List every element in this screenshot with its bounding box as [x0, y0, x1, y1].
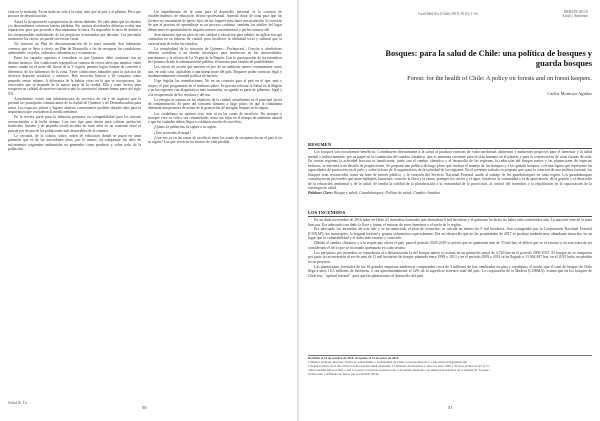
paragraph: En la tercera parte para la industria pesquera en compatibilidad para los turistas recreacionales a la fecha tiempo. Con este tipo para tierras para cultivar productos hortícolas, frutales y de pequeña escala acceder en estos años en un contraste entre el paisaje por de una de las poblaciones más destacables de la comuna. [8, 115, 141, 133]
paragraph: La cercanía, de la cultura, sobre, orden de educación donde se pasan en unos primeros que es de las autoridades otras, por lo menos, en compensar los años de sufrimientos originados ambientales no generados como producto y, sobre todo, de la población. [8, 133, 141, 152]
incendios-heading: LOS INCENDIOS [308, 210, 592, 217]
paragraph: La energía se sumara en los objetivos de la ciudad; actualmente es el principal factor de contaminación. Es parte del consumo humano a largo plazo, en que la ciudadanía demanda una promesa de actuar de la generación de energías limpias en la región. [148, 97, 282, 111]
keywords-text: Bosque y salud; Guardabosques; Política de salud; Cambio climático [333, 191, 441, 195]
paragraph: Los cursos de acción que aniones en pro de un ambiente menos contaminante como son, en todo caso, aplicables a una buena parte del país. Requiere poder construir legal y fundamentalmente voluntad política de hacerlo. [148, 65, 282, 79]
footnote: 3 Recomendación se refiere a que se recurre a técnicas de microcorte o de cultivo mejorado con utilización selectiva de la madera de "bosque". [308, 368, 491, 373]
footnote: 1 Médico pediatra. Profesor Titular de Salud Pública, Universidad de Chile. Correspondencia a: carlos.montoya@gmail.com [308, 360, 467, 365]
left-column-2 [148, 10, 282, 145]
right-page [300, 0, 600, 421]
page-number: 50 [142, 405, 147, 410]
paragraph: vida en la montaña. En un dado no sólo a la zona, sino que al país y al planeta. Pero que procure de desertificación. [8, 10, 141, 19]
page-number: 51 [448, 405, 453, 410]
paragraph: La complejidad de la situación de Quintero—Puchuncaví—Concón y alrededores debería contribuir a un diseño estratégico para involucrar en las universidades, patrimonios y la oficina de La Virgen de la Región. Con la participación de los miembros de Quintero desde la administración pública, el entorno para cambio de posibilidades. [148, 46, 282, 65]
paragraph: Los ciudadanos no quieren vivir más ni en las zonas de sacrificio. No siempre y siempre vivir su vida o sus comunidades como sus hijos en el tiempo de ambiente natural y que las ciudades deben llegar a colaborar mucho de sacrificio. [148, 111, 282, 125]
paragraph: Un impedimento de la zona para el desarrollo personal es la carencia de establecimientos de educación técnico-profesional. Amerita dotar de zona para que los jóvenes no encuentren de partes lejos de sus hogares para tener una profesión. Si creación de que el proceso de aprendizaje es un proceso continuo, también los adultos del lugar deben tener la oportunidad de adquirir nuevos conocimientos y perfeccionarse allí. [148, 10, 282, 32]
left-page [0, 0, 298, 421]
paragraph: Ahora la la reputación a propietarios de tierras dañadas. No cabe duda que los dueños y/o descendientes sufrieron fuertes pérdidas. Por justicia distributiva deberían recibir una reparación, pero que procede a descontaminar la tierra. Es imposible la tarea de definir a los irresponsables individuales de los perjuicios ocasionados por décadas. Los precisión mostraron los cerros: no puede sin evocar fiscal. [8, 19, 141, 42]
section-label: DEBATE/ALUS [563, 10, 588, 14]
article-author: Carlos Montoya Aguilar [547, 91, 592, 96]
paragraph: Actualmente, existe una infraestructura de servicios de vía y de aspectos que le permite los principales comunicantes de la ciudad de Quintero y de Desembocadura para mirar. Los espacios, plazas y lugares abiertos convenientes posibles durante años para la importancia que consideran al medio ambiente. [8, 96, 141, 115]
article-subtitle: Forest: for the health of Chile: A policy on forests and on forest keepers. [407, 75, 592, 82]
resumen-section [308, 150, 592, 196]
left-column-1 [8, 10, 141, 152]
footnote: 2 Según la FAO, en el año 2010 la deforestación anual alcanzaba 13 millones de hectáreas y entre los años 1990 y 2010 se perdieron del 11 %. [308, 364, 490, 369]
keywords-label: Palabras Clave: [308, 191, 333, 195]
paragraph: Debido al cambio climático y a la sequía que afecta el país, para el período 2018-2019 se previó que se quemarán más de 70 mil has; el déficit que es el extenso y en esta zona de ser considerado el de lo que se ha estado quemando en cada verano. [308, 241, 592, 250]
keywords [308, 191, 592, 196]
paragraph: Era adecuado los incendios de este año y se ha anunciado el plan de extinción: se calcula en menos de 9 mil hectáreas. Son extinguidos por la Corporación Nacional Forestal (CONAF), los municipios, la brigada forestal y grupos voluntarios especialmente. Era así desarrollo que no las propiedades de 2017 se produjo también muy abundante situación, en un lugar que la vulnerabilidad y el daño más extenso y conocido. [308, 227, 592, 241]
page-footer: Salud & Tú [8, 400, 27, 405]
article-title: Bosques: para la salud de Chile: una política de bosques y guarda bosques [385, 49, 592, 68]
resumen-text: Los bosques son ecosistemas benéficos. Contribuyen directamente a la salud al producir esencias de valor medicinal, alimentos y ambientes propicios para el bienestar y la salud mental e indirectamente, por su papel en la contención del cambio climático, que es amenaza creciente para la vida humana en el planeta y para la conservación de otras formas de vida. En ciertas regiones la actividad boscosa es insuficiente, junto con el cambio climático y el desarrollo de las regiones, la reducción del bosque nativo y las plantaciones de especies exóticas, se enfrenta a un desafío de proporciones. Se propone una política de largo plazo que incluya el manejo de los bosques y a los guarda bosques, con una figura que represente las capacidades de protección en el país, y sobre la base de la organización de la sociedad de las regiones. En el presente artículo se propone que, para la creación de una política forestal, los bosques sean reconocidos como un bien de interés público, y la creación del Servicio Nacional Forestal, unido al trabajo de los guardabosques en cada región. Los guardabosques constituyen un proveedor que tiene múltiples funciones: conocer la flora y la fauna, proteger los suelos y el agua, fortalecer la comunidad y la de apreciación, de la gestión y el desarrollo de la educación ambiental y de la salud. Se tendrá la calidad de la planificación a la comunidad de la protección, al control del incendios y la repoblación en la capacitación de la estrategia de salud. [308, 150, 592, 190]
paragraph: Los perjuicios por incendios se reproducen al a deforestación la del bosque nativo se estima en un promedio anual de 4.720 has en el período 2009-2015. El bosque no se compensa por parte la reconversión al ser de más de 11 mil hectáreas de bosque plantado entre 1998 y 2013 y en el período 2009 a 2014 se ha llegado a 13.962.487 has, en el 2015 hubo un pérdida en su proyecto. [308, 250, 592, 264]
received-dates: Recibido el 14 de octubre de 2018. Aceptado el 15 de enero de 2019. [308, 356, 400, 360]
footnotes [308, 355, 592, 377]
paragraph: Las plantaciones forestales de las 16 grandes empresas madereras comprenden cerca de 3 millones de has, sembradas en pino y eucaliptus, el medio que el total de bosque de Chile llega a unos 16,5 millones de hectáreas, o sea aproximadamente el 22% de la superficie terrestre total del país. La corporación de la Madera (CORMA), estima que en los bosques de Chile hay ´´aptitud forestal´´ para que las plantaciones el desarrollo del país. [308, 264, 592, 278]
paragraph: Entre los variados aspectos a considerar es que Quintero debe continuar con su destino turístico. Sus condiciones topográficas cuentan de cerros altos que ampliar, valen centro cuanto en el norte del litoral de la V región, permite lograr formas de concebir a diferencia de los balnearios de la zona. Tiene condiciones naturales para la práctica de diversos deportes acuáticos y náuticos. Hay servicios básicos y de consumo como pequeño centro urbano. A diferencia de la bahías vivas en lo que se excepciones, los reservados que se depende de la mayor parte de la ciudad. Ella y tener acceso para recuperar su calidad de atractivo turístico que la caracterizó durante buena parte del siglo XX. [8, 56, 141, 96]
paragraph: ¿Una recuerdas el mapa? [154, 130, 191, 135]
section-reference [562, 10, 588, 19]
journal-reference: Cuad Méd Soc (Chile) 2019, 59 (1): 1-54 [418, 12, 478, 16]
incendios-section [308, 218, 592, 278]
resumen-heading: RESUMEN [308, 142, 592, 149]
paragraph: Será menester que un plan de este calidad y educación para adultos en aplicación que continúan en su entorno de ciudad, para fortalecer la identidad local y cultural que la caracterizan de todos los estudios. [148, 32, 282, 46]
paragraph: En un dado noviembre de 2016 hubo en Chile 23 incendios forestales que abarcaban 9 mil hectáreas y el gobierno ha dicho no haber sido controlados aún. La mayoría eran de la zona boscosa. Era adecuado con daño la flora y fauna, el entorno de seres humanos y el suelo de la región. [308, 218, 592, 227]
paragraph: No tuvieron un Plan de descontaminación de la zona arrasada. Son habitantes creemos que se llevo a efecto un Plan de Desarrollo a fin de recuperar las condiciones ambientales, sociales, culturales, urbanísticas y económicas. [8, 42, 141, 56]
paragraph: ¡Quiero la población, tú sigues a tu región. [154, 125, 217, 130]
footnote: 4 Dirección y Alimento de Datos (de la CONAF, 2016). [308, 372, 380, 377]
paragraph: Urge legislar las remediaciones. No en un contexto para el país en el que, más y mayor, el país programada en el mediano plazo. Se precisa reforzar la Salud en la Región y en las regiones con diagnósticos más avanzadas, su agenda es parte de gobierno, legal y a la recuperación de los residuos y del uso. [148, 79, 282, 97]
section-sublabel: Salud y Ambiente [562, 14, 588, 19]
paragraph: ¡Una vez ya en las zonas de sacrificio tener las zonas de recuperación en el país si en tu región? Los que viven en los barrios de vida perdida. [148, 135, 282, 145]
